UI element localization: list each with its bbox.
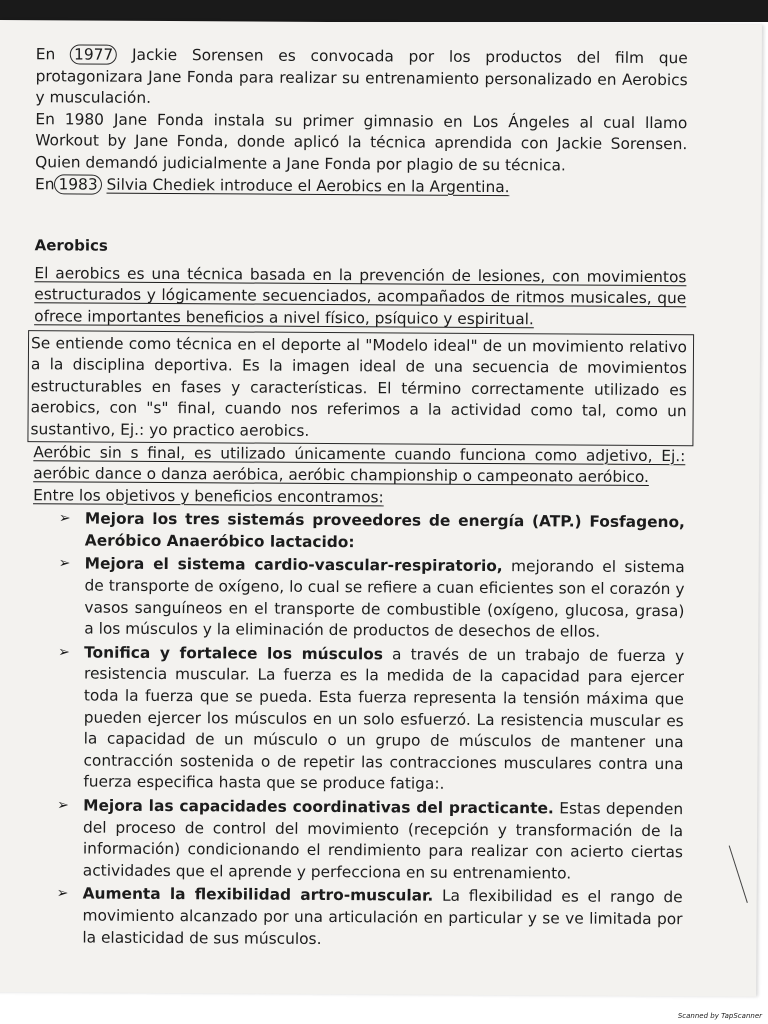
boxed-note [27,330,694,446]
history-paragraph-3 [35,174,687,200]
document-body [30,44,688,954]
history-paragraph-2: En 1980 Jane Fonda instala su primer gimnasio en Los Ángeles al cual llamo Workout by Jane Fonda, donde aplicó la técnica aprendida con Jackie Sorensen. Quien demandó judicialmente a Jane Fonda por plagio de su técnica. [35,109,688,175]
list-item [33,508,685,555]
list-item-text: La flexibilidad es el rango de movimiento alcanzado por una articulación en particular y se ve limitada por la elasticidad de sus músculos. [82,887,683,948]
boxed-note-text: Se entiende como técnica en el deporte al "Modelo ideal" de un movimiento relativo a la disciplina deportiva. Es la imagen ideal de una secuencia de movimientos estructurables en fases y características. El término correctamente utilizado es aerobics, con "s" final, cuando nos referimos a la actividad como tal, como un sustantivo, Ej.: yo practico aerobics. [30,333,688,440]
list-item-heading: Tonifica y fortalece los músculos [84,643,383,664]
history-text-1: Jackie Sorensen es convocada por los productos del film que protagonizara Jane Fonda para realizar su entrenamiento personalizado en Aerobics y musculación. [35,45,688,108]
list-item-heading: Mejora los tres sistemás proveedores de energía (ATP.) Fosfageno, Aeróbico Anaeróbico lactacido: [84,509,685,552]
document-page [0,20,762,997]
paragraph-lead: En [34,174,55,193]
list-item [31,642,684,797]
pen-mark [727,845,748,903]
list-item [32,554,685,644]
history-paragraph-1 [35,44,687,113]
list-item-text: a través de un trabajo de fuerza y resistencia muscular. La fuerza es la medida de la capacidad para ejercer toda la fuerza que se pueda. Esta fuerza representa la tensión máxima que pueden ejercer los músculos en un solo esfuerzó. La resistencia muscular es la capacidad de un músculo o un grupo de músculos de mantener una contracción sostenida o de repetir las contracciones musculares contra una fuerza especifica hasta que se produce fatiga:. [83,645,685,794]
scanner-watermark: Scanned by TapScanner [677,1012,762,1020]
year-1977: 1977 [70,44,117,64]
section-title: Aerobics [34,236,108,255]
arrow-bullet-icon: ➢ [58,555,71,572]
year-1983: 1983 [54,174,101,194]
arrow-bullet-icon: ➢ [58,510,71,527]
list-item-text: mejorando el sistema de transporte de oxígeno, lo cual se refiere a cuan eficientes son el corazón y vasos sanguíneos en el transporte de combustible (oxígeno, glucosa, grasa) a los músculos y la eliminación de productos de desechos de ellos. [84,557,685,641]
paragraph-lead: En [35,45,56,64]
arrow-bullet-icon: ➢ [57,797,69,814]
list-item [31,795,684,885]
list-item-text: Estas dependen del proceso de control del movimiento (recepción y transformación de la información) condicionando el rendimiento para realizar con acierto ciertas actividades que el aprende y perfecciona en su entrenamiento. [82,799,684,883]
definition-paragraph: El aerobics es una técnica basada en la prevención de lesiones, con movimientos estructurados y lógicamente secuenciados, acompañados de ritmos musicales, que ofrece importantes beneficios a nivel físico, psíquico y espiritual. [34,263,687,329]
adjective-paragraph: Aeróbic sin s final, es utilizado únicamente cuando funciona como adjetivo, Ej.: aeróbic dance o danza aeróbica, aeróbic championship o campeonato aeróbico. [33,442,686,487]
arrow-bullet-icon: ➢ [58,644,70,661]
list-item-heading: Aumenta la flexibilidad artro-muscular. [82,884,434,906]
history-section [35,44,688,199]
history-text-3: Silvia Chediek introduce el Aerobics en la Argentina. [106,175,510,196]
list-item-heading: Mejora el sistema cardio-vascular-respiratorio, [84,554,503,576]
scan-top-border [0,0,768,22]
arrow-bullet-icon: ➢ [56,885,69,902]
list-item [30,884,682,953]
objectives-intro: Entre los objetivos y beneficios encontramos: [33,485,384,507]
benefits-list [30,508,685,952]
list-item-heading: Mejora las capacidades coordinativas del practicante. [83,796,554,818]
